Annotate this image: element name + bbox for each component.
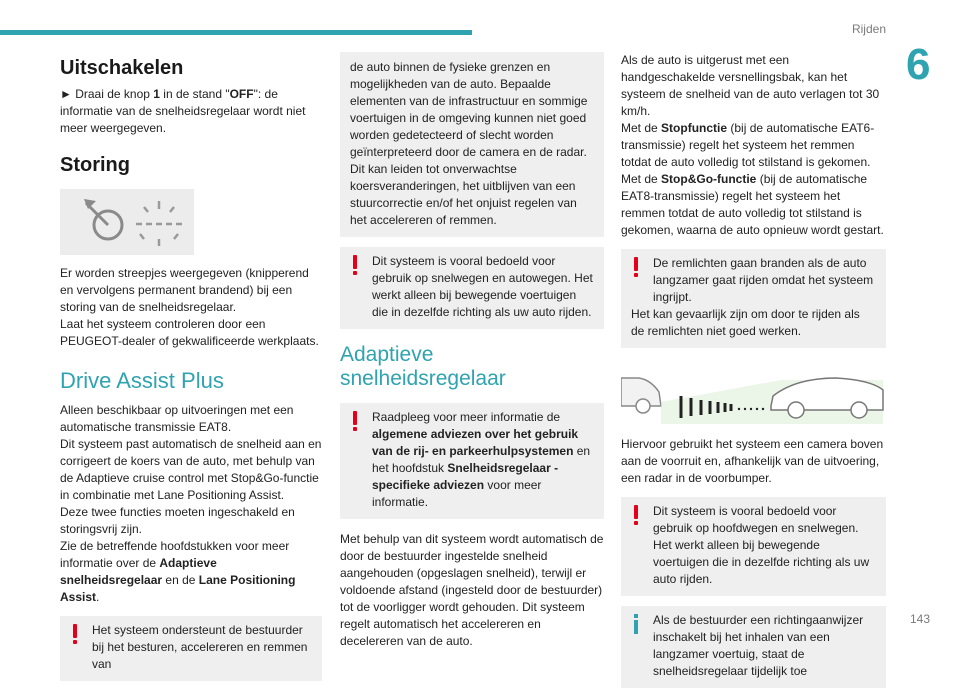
- warning-box-highway: Dit systeem is vooral bedoeld voor gebruik op snelwegen en autowegen. Het werkt alleen bij bewegende voertuigen die in dezelfde richting als uw auto rijden.: [340, 247, 604, 329]
- warning-box-refer: Raadpleeg voor meer informatie de algemene adviezen over het gebruik van de rij- en parkeerhulpsystemen en het hoofdstuk Snelheidsregelaar - specifieke adviezen voor meer informatie.: [340, 403, 604, 519]
- exclamation-warning-icon: [352, 255, 358, 275]
- page-number: 143: [909, 612, 930, 626]
- section-title: Rijden: [851, 22, 886, 36]
- storing-text-1: Er worden streepjes weergegeven (knipperend en vervolgens permanent brandend) bij een storing van de snelheidsregelaar.: [60, 266, 309, 314]
- header-accent-bar: [0, 30, 472, 35]
- heading-adaptieve-snelheidsregelaar: Adaptieve snelheidsregelaar: [340, 343, 506, 390]
- warning-box-das: Het systeem ondersteunt de bestuurder bij het besturen, accelereren en remmen van: [60, 616, 322, 681]
- info-box-indicator: Als de bestuurder een richtingaanwijzer inschakelt bij het inhalen van een langzamer voertuig, staat de snelheidsregelaar tijdelijk toe: [621, 606, 886, 688]
- continued-warning-box: de auto binnen de fysieke grenzen en mogelijkheden van de auto. Bepaalde elementen van de infrastructuur en sommige voertuigen in de omgeving kunnen niet goed worden gedetecteerd of slecht worden geïnterpreteerd door de camera en de radar. Dit kan leiden tot onverwachtse koersveranderingen, het uitblijven van een stuurcorrectie en/of het onjuist regelen van het accelereren of remmen.: [340, 52, 604, 237]
- exclamation-warning-icon: [352, 411, 358, 431]
- exclamation-warning-icon: [72, 624, 78, 644]
- info-icon: [634, 614, 638, 634]
- heading-storing: Storing: [60, 154, 130, 176]
- warning-box-brakelights: De remlichten gaan branden als de auto langzamer gaat rijden omdat het systeem ingrijpt. Het kan gevaarlijk zijn om door te rijden als de remlichten niet goed werken.: [621, 249, 886, 348]
- c3-text-1: Als de auto is uitgerust met een handgeschakelde versnellingsbak, kan het systeem de snelheid van de auto verlagen tot 30 km/h.: [621, 53, 880, 118]
- heading-drive-assist-plus: Drive Assist Plus: [60, 368, 224, 393]
- storing-text-2: Laat het systeem controleren door een PEUGEOT-dealer of gekwalificeerde werkplaats.: [60, 317, 319, 348]
- das-text-3: Deze twee functies moeten ingeschakeld en storingsvrij zijn.: [60, 505, 295, 536]
- warning-box-mainroads: Dit systeem is vooral bedoeld voor gebruik op hoofdwegen en snelwegen. Het werkt alleen bij bewegende voertuigen die in dezelfde richting als uw auto rijden.: [621, 497, 886, 596]
- das-text-4: Zie de betreffende hoofdstukken voor meer informatie over de Adaptieve snelheidsregelaar en de Lane Positioning Assist.: [60, 539, 296, 604]
- das-text-1: Alleen beschikbaar op uitvoeringen met een automatische transmissie EAT8.: [60, 403, 294, 434]
- uitschakelen-text: ► Draai de knop 1 in de stand "OFF": de informatie van de snelheidsregelaar wordt niet meer weergegeven.: [60, 87, 306, 135]
- das-text-2: Dit systeem past automatisch de snelheid aan en corrigeert de koers van de auto, met behulp van de Adaptieve cruise control met Stop&Go-functie in combinatie met Lane Positioning Assist.: [60, 437, 322, 502]
- heading-uitschakelen: Uitschakelen: [60, 57, 184, 79]
- column-2: [340, 52, 604, 650]
- car-distance-icon: [621, 366, 886, 426]
- speedometer-fault-icon: [60, 189, 194, 255]
- exclamation-warning-icon: [633, 257, 639, 277]
- exclamation-warning-icon: [633, 505, 639, 525]
- column-1: [60, 50, 322, 681]
- column-3: [621, 52, 886, 688]
- speedometer-fault-illustration: [60, 189, 194, 255]
- c3-text-4: Hiervoor gebruikt het systeem een camera boven aan de voorruit en, afhankelijk van de uitvoering, een radar in de voorbumper.: [621, 437, 884, 485]
- acc-text-1: Met behulp van dit systeem wordt automatisch de door de bestuurder ingestelde snelheid aangehouden (opgeslagen snelheid), terwijl er voldoende afstand (ingesteld door de bestuurder) tot de voorligger wordt gehouden. Dit systeem regelt automatisch het accelereren en decelereren van de auto.: [340, 532, 604, 648]
- c3-text-2: Met de Stopfunctie (bij de automatische EAT6-transmissie) regelt het systeem het remmen totdat de auto volledig tot stilstand is gekomen.: [621, 121, 875, 169]
- chapter-number: 6: [906, 40, 931, 89]
- c3-text-3: Met de Stop&Go-functie (bij de automatische EAT8-transmissie) regelt het systeem het remmen totdat de auto volledig tot stilstand is gekomen, waarna de auto opnieuw wordt gestart.: [621, 172, 884, 237]
- car-distance-illustration: [621, 366, 886, 426]
